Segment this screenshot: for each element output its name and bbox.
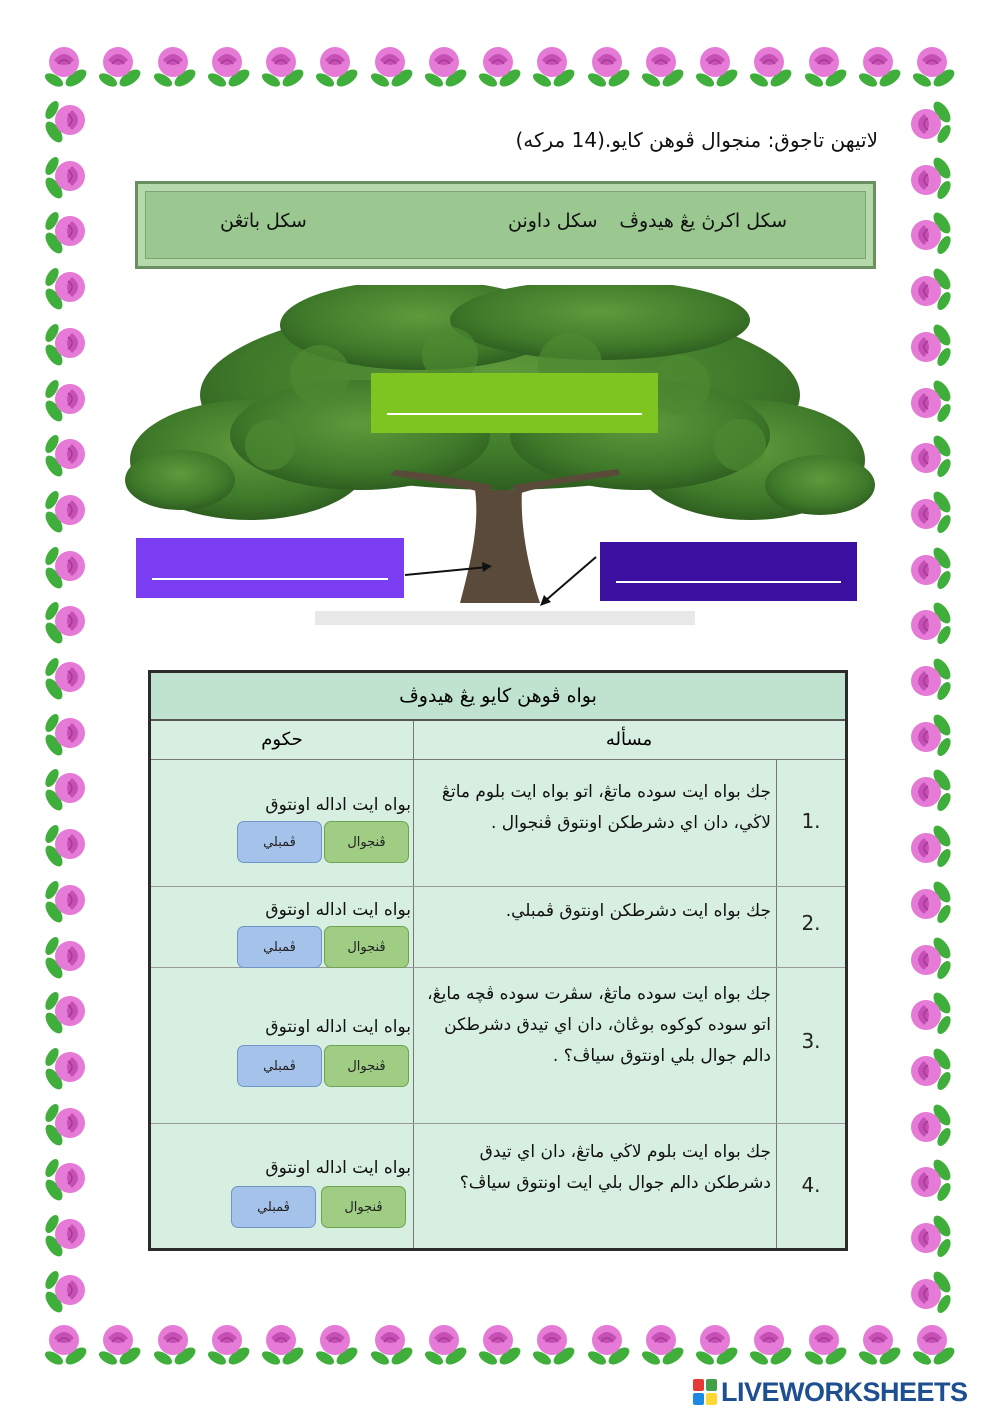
rose-icon (40, 1210, 92, 1262)
rose-icon (366, 1318, 418, 1370)
sell-button[interactable]: ڤنجوال (324, 926, 409, 968)
rose-icon (800, 40, 852, 92)
rose-icon (474, 40, 526, 92)
sell-button[interactable]: ڤنجوال (321, 1186, 406, 1228)
rose-icon (904, 987, 956, 1039)
leaves-answer-blank[interactable] (371, 373, 658, 433)
rose-icon (745, 40, 797, 92)
rose-icon (904, 207, 956, 259)
rose-icon (691, 1318, 743, 1370)
rose-icon (40, 653, 92, 705)
rose-icon (40, 542, 92, 594)
rose-icon (40, 486, 92, 538)
rose-icon (40, 430, 92, 482)
question-text: جك بواه ايت دشرطكن اونتوق ڤمبلي. (505, 901, 771, 921)
rose-icon (420, 40, 472, 92)
rose-icon (40, 932, 92, 984)
question-number: 4. (801, 1173, 821, 1197)
sell-button[interactable]: ڤنجوال (324, 1045, 409, 1087)
rose-icon (366, 40, 418, 92)
answer-label: بواه ايت اداله اونتوق (265, 1158, 411, 1178)
rose-icon (637, 1318, 689, 1370)
rose-icon (40, 319, 92, 371)
rose-border-bottom (40, 1318, 960, 1374)
trunk-answer-line (152, 578, 388, 580)
rose-icon (149, 1318, 201, 1370)
rose-icon (637, 40, 689, 92)
rose-icon (40, 876, 92, 928)
rose-icon (904, 486, 956, 538)
word-bank-item-living-root[interactable]: سكل اكرڽ يڠ هيدوڤ (619, 210, 787, 232)
rose-icon (257, 1318, 309, 1370)
question-number: 2. (801, 911, 821, 935)
buy-button[interactable]: ڤمبلي (237, 926, 322, 968)
rose-icon (691, 40, 743, 92)
rose-icon (257, 40, 309, 92)
rose-icon (94, 1318, 146, 1370)
rose-icon (908, 40, 960, 92)
rose-icon (420, 1318, 472, 1370)
word-bank (135, 181, 876, 269)
liveworksheets-logo (693, 1377, 968, 1407)
rose-icon (904, 764, 956, 816)
rose-icon (904, 430, 956, 482)
question-text: جك بواه ايت بلوم لاڬي ماتڠ، دان اي تيدق دشرطكن دالم جوال بلي ايت اونتوق سياڤ؟ (459, 1142, 771, 1193)
rose-icon (40, 1318, 92, 1370)
rose-icon (854, 1318, 906, 1370)
rose-icon (528, 1318, 580, 1370)
rose-icon (40, 207, 92, 259)
rose-icon (40, 709, 92, 761)
rose-icon (40, 1154, 92, 1206)
rose-icon (904, 709, 956, 761)
rose-icon (40, 1043, 92, 1095)
rose-icon (311, 40, 363, 92)
rose-icon (40, 764, 92, 816)
rose-border-left (40, 96, 96, 1318)
row-divider (151, 1123, 845, 1124)
rose-icon (40, 987, 92, 1039)
rose-icon (904, 820, 956, 872)
rose-icon (528, 40, 580, 92)
row-divider (151, 886, 845, 887)
rose-icon (904, 375, 956, 427)
buy-button[interactable]: ڤمبلي (231, 1186, 316, 1228)
rose-icon (203, 40, 255, 92)
rose-icon (904, 1266, 956, 1318)
rose-icon (203, 1318, 255, 1370)
rose-icon (904, 152, 956, 204)
rose-icon (40, 1099, 92, 1151)
rose-icon (40, 375, 92, 427)
answer-label: بواه ايت اداله اونتوق (265, 795, 411, 815)
question-number: 3. (801, 1029, 821, 1053)
rose-icon (583, 1318, 635, 1370)
rose-icon (40, 820, 92, 872)
rose-icon (904, 96, 956, 148)
tree-arrows (400, 555, 600, 615)
rose-icon (40, 263, 92, 315)
word-bank-item-leaves[interactable]: سكل داونن (508, 210, 598, 232)
word-bank-item-trunk[interactable]: سكل باتڠن (220, 210, 307, 232)
rose-icon (904, 1210, 956, 1262)
rose-icon (904, 319, 956, 371)
question-text: جك بواه ايت سوده ماتڠ، اتو بواه ايت بلوم ماتڠ لاڬي، دان اي دشرطكن اونتوق ڤنجوال . (441, 782, 771, 833)
trunk-answer-blank[interactable] (136, 538, 404, 598)
rose-icon (40, 1266, 92, 1318)
rose-icon (745, 1318, 797, 1370)
buy-button[interactable]: ڤمبلي (237, 1045, 322, 1087)
column-divider (413, 721, 414, 1248)
rose-icon (40, 40, 92, 92)
rose-icon (908, 1318, 960, 1370)
question-number: 1. (801, 809, 821, 833)
worksheet-title: لاتيهن تاجوق: منجوال ڤوهن كايو.(14 مركه) (515, 128, 878, 152)
column-header-ruling: حكوم (151, 721, 413, 760)
liveworksheets-brand-text: LIVEWORKSHEETS (721, 1376, 968, 1407)
logo-square-green (706, 1379, 717, 1391)
column-header-question: مسأله (413, 721, 845, 760)
rose-icon (904, 597, 956, 649)
rose-icon (40, 152, 92, 204)
logo-square-red (693, 1379, 704, 1391)
leaves-answer-line (387, 413, 642, 415)
rose-icon (904, 263, 956, 315)
logo-square-yellow (706, 1393, 717, 1405)
table-title: بواه ڤوهن كايو يڠ هيدوڤ (151, 673, 845, 721)
rose-icon (904, 653, 956, 705)
buy-button[interactable]: ڤمبلي (237, 821, 322, 863)
rose-icon (904, 542, 956, 594)
rose-border-top (40, 40, 960, 96)
rose-icon (40, 96, 92, 148)
rose-border-right (904, 96, 960, 1318)
rose-icon (149, 40, 201, 92)
answer-label: بواه ايت اداله اونتوق (265, 900, 411, 920)
rose-icon (854, 40, 906, 92)
root-answer-line (616, 581, 841, 583)
rose-icon (94, 40, 146, 92)
rose-icon (904, 1043, 956, 1095)
liveworksheets-logo-icon (693, 1379, 717, 1405)
rose-icon (904, 932, 956, 984)
rose-icon (40, 597, 92, 649)
rose-icon (800, 1318, 852, 1370)
logo-square-blue (693, 1393, 704, 1405)
sell-button[interactable]: ڤنجوال (324, 821, 409, 863)
answer-label: بواه ايت اداله اونتوق (265, 1017, 411, 1037)
rose-icon (904, 1154, 956, 1206)
question-text: جك بواه ايت سوده ماتڠ، سڤرت سوده ڤچه مايڠ، اتو سوده كوكوه بوڠاڽ، دان اي تيدق دشرطكن دالم جوال بلي اونتوق سياڤ؟ . (427, 984, 771, 1066)
rose-icon (904, 1099, 956, 1151)
rose-icon (583, 40, 635, 92)
root-answer-blank[interactable] (600, 542, 857, 601)
rose-icon (474, 1318, 526, 1370)
rose-icon (311, 1318, 363, 1370)
rose-icon (904, 876, 956, 928)
fruit-ruling-table (148, 670, 848, 1251)
number-divider (776, 760, 777, 1248)
